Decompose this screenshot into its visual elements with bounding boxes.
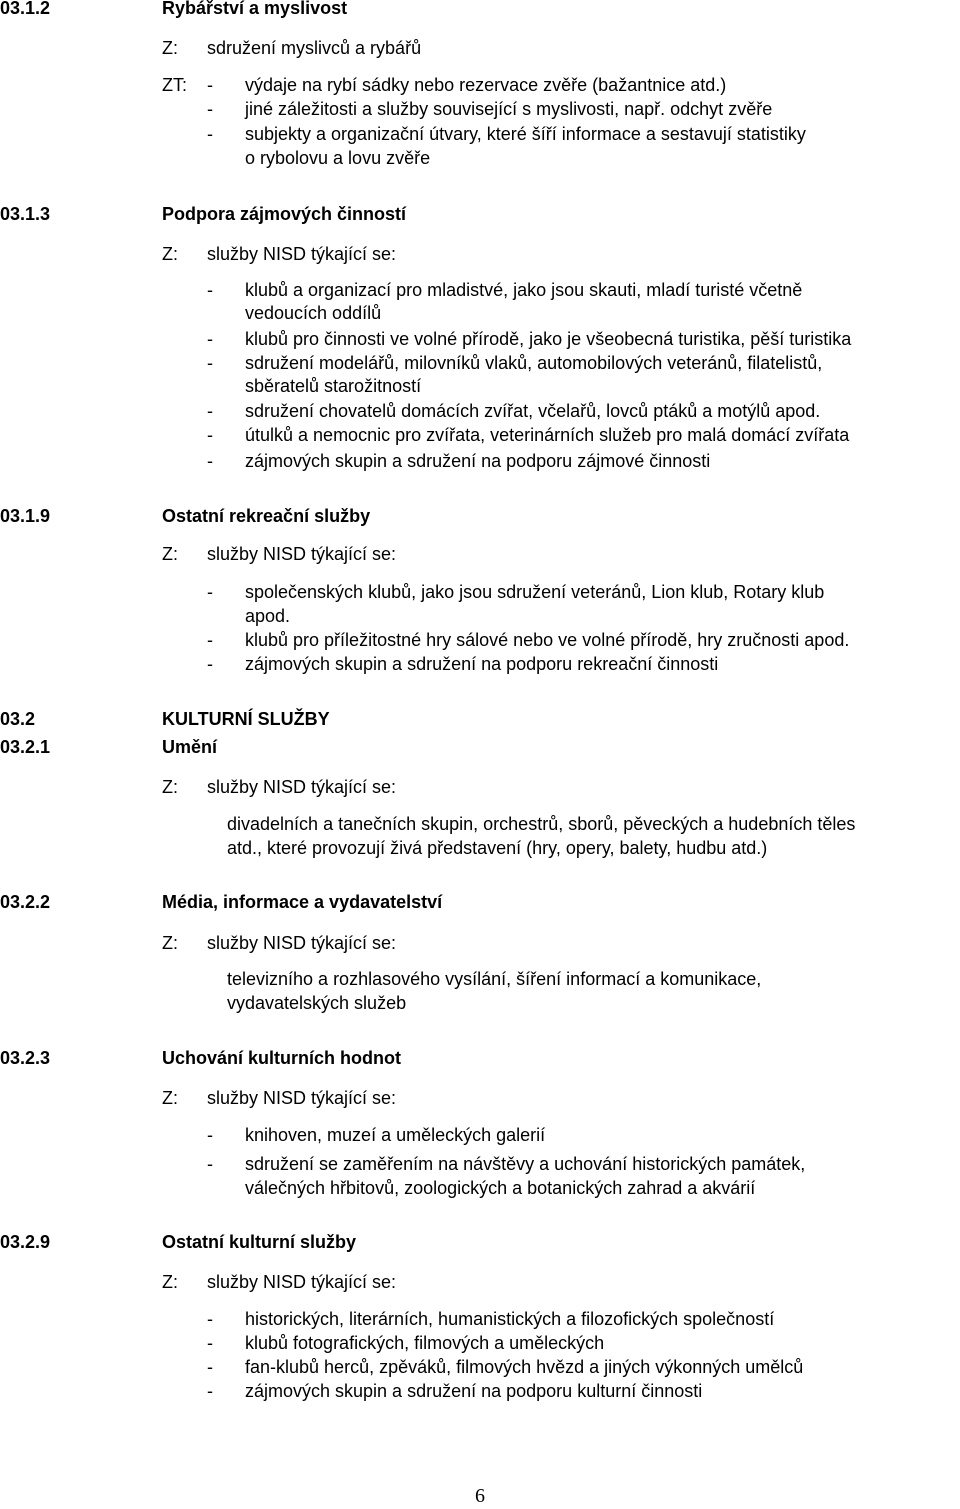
section-number: 03.2.2 xyxy=(0,892,51,912)
list-dash: - xyxy=(207,1381,213,1401)
list-dash: - xyxy=(207,630,213,650)
scope-label: Z: xyxy=(162,933,178,953)
section-number: 03.1.9 xyxy=(0,506,51,526)
scope-label: Z: xyxy=(162,1088,178,1108)
list-item: knihoven, muzeí a uměleckých galerií xyxy=(245,1125,546,1145)
list-item: klubů a organizací pro mladistvé, jako jsou skauti, mladí turisté včetně xyxy=(245,280,803,300)
list-item: sdružení chovatelů domácích zvířat, včelařů, lovců ptáků a motýlů apod. xyxy=(245,401,821,421)
section-title: Ostatní kulturní služby xyxy=(162,1232,357,1252)
service-paragraph xyxy=(0,812,960,862)
scope-label: Z: xyxy=(162,1272,178,1292)
list-dash: - xyxy=(207,582,213,602)
list-dash: - xyxy=(207,1357,213,1377)
section-number: 03.1.2 xyxy=(0,0,51,18)
list-item: klubů pro činnosti ve volné přírodě, jako je všeobecná turistika, pěší turistika xyxy=(245,329,852,349)
list-dash: - xyxy=(207,1154,213,1174)
list-dash: - xyxy=(207,654,213,674)
section-title: Uchování kulturních hodnot xyxy=(162,1048,401,1068)
list-item: sdružení se zaměřením na návštěvy a uchování historických památek, xyxy=(245,1154,806,1174)
scope-label: Z: xyxy=(162,38,178,58)
exclusion-label: ZT: xyxy=(162,75,187,95)
list-item: jiné záležitosti a služby související s myslivosti, např. odchyt zvěře xyxy=(245,99,773,119)
list-dash: - xyxy=(207,425,213,445)
scope-text: služby NISD týkající se: xyxy=(207,1272,397,1292)
list-item-continuation: o rybolovu a lovu zvěře xyxy=(245,148,431,168)
paragraph-line: televizního a rozhlasového vysílání, šíření informací a komunikace, xyxy=(227,969,762,989)
scope-text: služby NISD týkající se: xyxy=(207,544,397,564)
list-dash: - xyxy=(207,353,213,373)
list-dash: - xyxy=(207,1309,213,1329)
scope-label: Z: xyxy=(162,244,178,264)
list-item-continuation: apod. xyxy=(245,606,291,626)
service-list xyxy=(0,1123,960,1201)
list-item: fan-klubů herců, zpěváků, filmových hvězd a jiných výkonných umělců xyxy=(245,1357,804,1377)
service-list xyxy=(0,1307,960,1407)
scope-text: služby NISD týkající se: xyxy=(207,1088,397,1108)
list-dash: - xyxy=(207,1333,213,1353)
section-title: Umění xyxy=(162,737,218,757)
scope-line xyxy=(162,1270,396,1294)
section-title: KULTURNÍ SLUŽBY xyxy=(162,709,330,729)
list-dash: - xyxy=(207,280,213,300)
service-list xyxy=(0,278,960,478)
list-dash: - xyxy=(207,75,213,95)
scope-line xyxy=(162,542,396,566)
list-item: historických, literárních, humanistických a filozofických společností xyxy=(245,1309,775,1329)
list-item: subjekty a organizační útvary, které šíří informace a sestavují statistiky xyxy=(245,124,806,144)
exclusion-list xyxy=(0,73,960,169)
service-list xyxy=(0,580,960,680)
list-dash: - xyxy=(207,329,213,349)
scope-line xyxy=(162,775,396,799)
paragraph-line: divadelních a tanečních skupin, orchestrů, sborů, pěveckých a hudebních těles xyxy=(227,814,856,834)
list-dash: - xyxy=(207,451,213,471)
section-number: 03.2 xyxy=(0,709,36,729)
list-dash: - xyxy=(207,401,213,421)
list-dash: - xyxy=(207,99,213,119)
section-number: 03.2.3 xyxy=(0,1048,51,1068)
list-item: klubů pro příležitostné hry sálové nebo ve volné přírodě, hry zručnosti apod. xyxy=(245,630,850,650)
list-item-continuation: vedoucích oddílů xyxy=(245,303,382,323)
scope-text: služby NISD týkající se: xyxy=(207,244,397,264)
scope-line xyxy=(162,931,396,955)
section-title: Podpora zájmových činností xyxy=(162,204,407,224)
list-item: společenských klubů, jako jsou sdružení veteránů, Lion klub, Rotary klub xyxy=(245,582,825,602)
service-paragraph xyxy=(0,967,960,1017)
section-number: 03.2.9 xyxy=(0,1232,51,1252)
page-number: 6 xyxy=(475,1485,485,1507)
list-item: sdružení modelářů, milovníků vlaků, automobilových veteránů, filatelistů, xyxy=(245,353,823,373)
scope-label: Z: xyxy=(162,544,178,564)
list-item: klubů fotografických, filmových a uměleckých xyxy=(245,1333,605,1353)
list-item-continuation: válečných hřbitovů, zoologických a botanických zahrad a akvárií xyxy=(245,1178,756,1198)
scope-line xyxy=(162,1086,396,1110)
list-item: zájmových skupin a sdružení na podporu rekreační činnosti xyxy=(245,654,719,674)
section-title: Rybářství a myslivost xyxy=(162,0,348,18)
scope-line xyxy=(162,36,421,60)
list-item: útulků a nemocnic pro zvířata, veterinárních služeb pro malá domácí zvířata xyxy=(245,425,850,445)
scope-label: Z: xyxy=(162,777,178,797)
scope-text: služby NISD týkající se: xyxy=(207,777,397,797)
list-item: výdaje na rybí sádky nebo rezervace zvěře (bažantnice atd.) xyxy=(245,75,727,95)
scope-line xyxy=(162,242,396,266)
scope-text: sdružení myslivců a rybářů xyxy=(207,38,422,58)
section-number: 03.2.1 xyxy=(0,737,51,757)
section-number: 03.1.3 xyxy=(0,204,51,224)
scope-text: služby NISD týkající se: xyxy=(207,933,397,953)
paragraph-line: atd., které provozují živá představení (hry, opery, balety, hudbu atd.) xyxy=(227,838,768,858)
list-item: zájmových skupin a sdružení na podporu kulturní činnosti xyxy=(245,1381,703,1401)
section-title: Média, informace a vydavatelství xyxy=(162,892,443,912)
paragraph-line: vydavatelských služeb xyxy=(227,993,407,1013)
list-item-continuation: sběratelů starožitností xyxy=(245,376,422,396)
list-dash: - xyxy=(207,124,213,144)
section-title: Ostatní rekreační služby xyxy=(162,506,371,526)
list-item: zájmových skupin a sdružení na podporu zájmové činnosti xyxy=(245,451,711,471)
list-dash: - xyxy=(207,1125,213,1145)
